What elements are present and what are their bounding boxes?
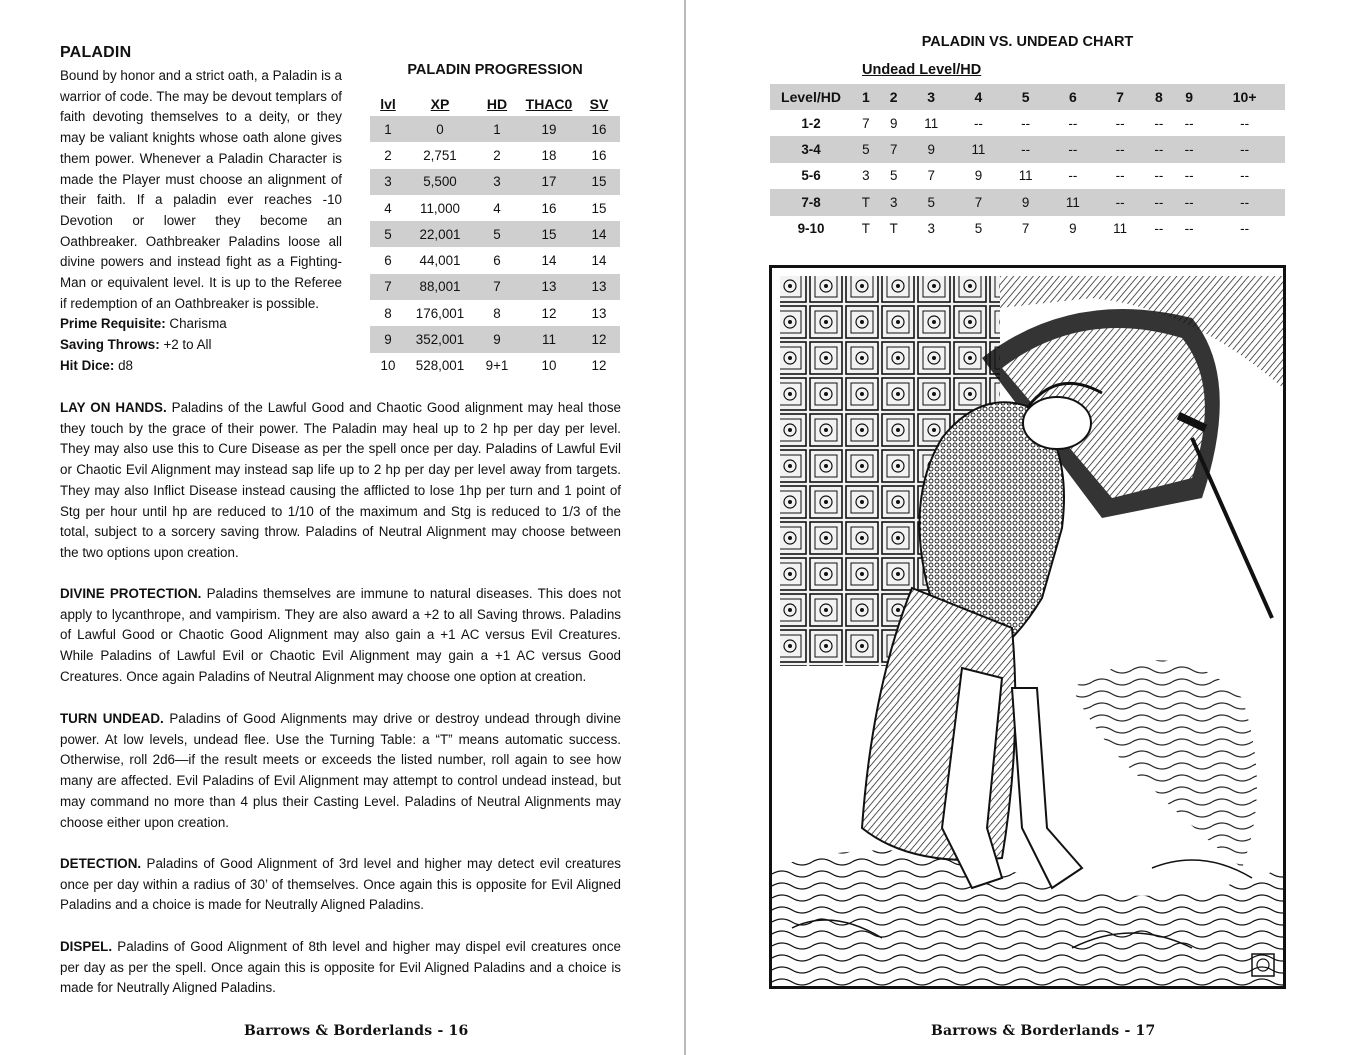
undead-value-cell: 9 xyxy=(908,136,955,162)
undead-value-cell: -- xyxy=(1096,189,1143,215)
undead-value-cell: 7 xyxy=(862,115,870,131)
class-title: PALADIN xyxy=(60,44,132,61)
progression-row xyxy=(370,221,620,247)
progression-cell: 9+1 xyxy=(485,358,509,374)
progression-row xyxy=(370,142,620,168)
undead-value-cell: -- xyxy=(1184,115,1194,131)
undead-value-cell: -- xyxy=(1096,136,1143,162)
progression-cell: 1 xyxy=(370,116,406,142)
undead-header-cell: 4 xyxy=(955,84,1002,110)
header-sv: SV xyxy=(589,96,609,112)
progression-cell: 4 xyxy=(384,200,392,216)
undead-value-cell: -- xyxy=(1204,189,1285,215)
undead-value-cell: 11 xyxy=(1018,168,1033,184)
undead-header-cell: 5 xyxy=(1002,84,1049,110)
undead-value-cell: 11 xyxy=(924,115,939,131)
undead-value-cell: -- xyxy=(1144,189,1174,215)
undead-value-cell: T xyxy=(861,221,870,237)
undead-header-cell: 10+ xyxy=(1204,84,1285,110)
progression-cell: 5 xyxy=(370,221,406,247)
progression-cell: 8 xyxy=(493,305,501,321)
undead-value-cell: 7 xyxy=(880,136,908,162)
intro-text: Bound by honor and a strict oath, a Paladin is a warrior of code. The may be devout templars of faith devoting themselves to a deity, or they may be valiant knights whose oath alone gives them power. Whenever a Paladin Character is made the Player must choose an alignment of their faith. If a paladin ever reaches -10 Devotion or lower they become an Oathbreaker. Oathbreaker Paladins loose all divine powers and instead fight as a Fighting-Man or equivalent level. It is up to the Referee if redemption of an Oathbreaker is possible. xyxy=(60,68,342,311)
progression-cell: 16 xyxy=(591,147,607,163)
undead-level-cell: 5-6 xyxy=(801,168,821,184)
undead-value-cell: -- xyxy=(1204,136,1285,162)
progression-cell: 17 xyxy=(520,169,578,195)
progression-cell: 14 xyxy=(591,253,607,269)
undead-value-cell: -- xyxy=(1240,221,1250,237)
progression-cell: 14 xyxy=(578,221,620,247)
undead-value-cell: 11 xyxy=(955,136,1002,162)
undead-value-cell: -- xyxy=(1144,136,1174,162)
undead-value-cell: -- xyxy=(1154,115,1164,131)
progression-row xyxy=(370,326,620,352)
undead-value-cell: -- xyxy=(1115,168,1125,184)
footer-left: Barrows & Borderlands - 16 xyxy=(244,1023,469,1039)
progression-row xyxy=(370,300,620,326)
progression-cell: 88,001 xyxy=(406,274,474,300)
progression-cell: 11 xyxy=(520,326,578,352)
progression-row xyxy=(370,116,620,142)
progression-cell: 18 xyxy=(541,147,557,163)
progression-cell: 2 xyxy=(384,147,392,163)
undead-value-cell: -- xyxy=(1174,136,1204,162)
progression-row xyxy=(370,247,620,273)
progression-cell: 3 xyxy=(370,169,406,195)
section-dispel: DISPEL. Paladins of Good Alignment of 8th level and higher may dispel evil creatures once per day as per the spell. Once again this is opposite for Evil Aligned Paladins and a choice is made for Neutrally Aligned Paladins. xyxy=(60,939,621,996)
progression-cell: 5,500 xyxy=(406,169,474,195)
undead-level-cell: 7-8 xyxy=(770,189,852,215)
undead-value-cell: 3 xyxy=(927,221,935,237)
progression-cell: 7 xyxy=(370,274,406,300)
undead-value-cell: 7 xyxy=(1021,221,1030,237)
intro-block xyxy=(60,66,342,377)
section-detection: DETECTION. Paladins of Good Alignment of 3rd level and higher may detect evil creatures once per day within a radius of 30’ of themselves. Once again this is opposite for Evil Aligned Paladins and a choice is made for Neutrally Aligned Paladins. xyxy=(60,856,621,913)
undead-value-cell: -- xyxy=(1154,221,1164,237)
footer-right: Barrows & Borderlands - 17 xyxy=(931,1023,1156,1039)
undead-value-cell: T xyxy=(889,221,898,237)
undead-header-cell: 2 xyxy=(880,84,908,110)
undead-value-cell: -- xyxy=(1184,168,1194,184)
section-turn-undead: TURN UNDEAD. Paladins of Good Alignments may drive or destroy undead through divine power. At low levels, undead flee. Use the Turning Table: a “T” means automatic success. Otherwise, roll 2d6—if the result meets or exceeds the listed number, roll again to see how many are affected. Evil Paladins of Evil Alignment may attempt to control undead instead, but may command no more than 4 plus their Casting Level. Paladins of Neutral Alignments may choose either upon creation. xyxy=(60,711,621,830)
progression-cell: 8 xyxy=(384,305,392,321)
progression-cell: 10 xyxy=(380,358,396,374)
progression-cell: 6 xyxy=(384,253,392,269)
progression-cell: 2 xyxy=(493,147,501,163)
progression-cell: 0 xyxy=(406,116,474,142)
undead-value-cell: 9 xyxy=(1069,221,1077,237)
undead-value-cell: -- xyxy=(1002,136,1049,162)
undead-value-cell: -- xyxy=(1240,168,1250,184)
progression-cell: 22,001 xyxy=(406,221,474,247)
progression-cell: 2,751 xyxy=(423,147,457,163)
undead-value-cell: 9 xyxy=(889,115,898,131)
undead-level-cell: 1-2 xyxy=(801,115,821,131)
progression-row xyxy=(370,353,620,379)
progression-cell: 13 xyxy=(578,274,620,300)
progression-cell: 11,000 xyxy=(420,200,460,216)
undead-value-cell: -- xyxy=(1068,115,1078,131)
undead-row xyxy=(770,189,1285,215)
progression-cell: 9 xyxy=(370,326,406,352)
undead-chart-subtitle: Undead Level/HD xyxy=(862,62,982,78)
progression-cell: 176,001 xyxy=(415,305,465,321)
knight-artwork xyxy=(772,268,1283,986)
progression-cell: 9 xyxy=(474,326,520,352)
undead-row xyxy=(770,216,1285,242)
undead-value-cell: 5 xyxy=(852,136,880,162)
left-page xyxy=(0,0,684,1055)
undead-value-cell: -- xyxy=(1154,168,1164,184)
stat-saving-throws: Saving Throws: +2 to All xyxy=(60,337,212,353)
progression-cell: 6 xyxy=(493,253,501,269)
undead-value-cell: 5 xyxy=(889,168,898,184)
progression-cell: 7 xyxy=(474,274,520,300)
stat-prime-requisite: Prime Requisite: Charisma xyxy=(60,316,227,332)
undead-header-cell: Level/HD xyxy=(770,84,852,110)
progression-cell: 352,001 xyxy=(406,326,474,352)
progression-cell: 15 xyxy=(591,200,607,216)
undead-value-cell: -- xyxy=(1184,221,1194,237)
undead-value-cell: 3 xyxy=(880,189,908,215)
undead-header-row xyxy=(770,84,1285,110)
progression-cell: 10 xyxy=(541,358,557,374)
progression-cell: 5 xyxy=(474,221,520,247)
progression-cell: 16 xyxy=(541,200,557,216)
undead-value-cell: 7 xyxy=(927,168,935,184)
undead-value-cell: 3 xyxy=(862,168,870,184)
progression-cell: 13 xyxy=(591,305,607,321)
undead-value-cell: 11 xyxy=(1113,221,1128,237)
undead-value-cell: -- xyxy=(1115,115,1125,131)
undead-value-cell: -- xyxy=(1174,189,1204,215)
undead-header-cell: 1 xyxy=(852,84,880,110)
stat-hit-dice: Hit Dice: d8 xyxy=(60,357,133,373)
undead-value-cell: -- xyxy=(973,115,983,131)
progression-row xyxy=(370,169,620,195)
undead-value-cell: 11 xyxy=(1049,189,1096,215)
undead-value-cell: -- xyxy=(1049,136,1096,162)
section-lay-on-hands: LAY ON HANDS. Paladins of the Lawful Good and Chaotic Good alignment may heal those they touch by the grace of their power. The Paladin may heal up to 2 hp per day per level. They may also use this to Cure Disease as per the spell once per day. Paladins of Lawful Evil or Chaotic Evil Alignment may instead sap life up to 2 hp per day per level away from targets. They may also Inflict Disease instead causing the afflicted to lose 1hp per turn and 1 point of Stg per hour until hp are reduced to 1/10 of the maximum and Stg is reduced to 1/3 of the total, subject to a sorcery saving throw. Paladins of Neutral Alignment may choose between the two options upon creation. xyxy=(60,400,621,560)
undead-row xyxy=(770,110,1285,136)
progression-row xyxy=(370,195,620,221)
undead-chart-title: PALADIN VS. UNDEAD CHART xyxy=(921,34,1134,50)
progression-header-row xyxy=(370,92,620,116)
progression-cell: 16 xyxy=(578,116,620,142)
undead-header-cell: 7 xyxy=(1096,84,1143,110)
undead-value-cell: 9 xyxy=(974,168,983,184)
undead-value-cell: -- xyxy=(1021,115,1031,131)
progression-cell: 13 xyxy=(520,274,578,300)
progression-cell: 19 xyxy=(520,116,578,142)
progression-cell: 15 xyxy=(578,169,620,195)
undead-value-cell: -- xyxy=(1240,115,1250,131)
undead-level-cell: 3-4 xyxy=(770,136,852,162)
progression-cell: 1 xyxy=(474,116,520,142)
undead-header-cell: 8 xyxy=(1144,84,1174,110)
undead-header-cell: 6 xyxy=(1049,84,1096,110)
progression-title: PALADIN PROGRESSION xyxy=(407,62,583,78)
undead-value-cell: 7 xyxy=(955,189,1002,215)
undead-value-cell: T xyxy=(852,189,880,215)
progression-cell: 12 xyxy=(578,326,620,352)
progression-row xyxy=(370,274,620,300)
section-divine-protection: DIVINE PROTECTION. Paladins themselves are immune to natural diseases. This does not apply to lycanthrope, and vampirism. They are also award a +2 to all Saving throws. Paladins of Lawful Good or Chaotic Good Alignment may also gain a +1 AC versus Evil Creatures. While Paladins of Lawful Evil or Chaotic Evil Alignment may gain a +1 AC versus Good Creatures. Once again Paladins of Neutral Alignment may choose one option at creation. xyxy=(60,586,621,684)
header-xp: XP xyxy=(430,96,450,112)
progression-cell: 4 xyxy=(493,200,501,216)
progression-cell: 12 xyxy=(591,358,607,374)
undead-value-cell: 9 xyxy=(1002,189,1049,215)
header-hd: HD xyxy=(486,96,508,112)
paladin-illustration xyxy=(769,265,1286,989)
header-thac0: THAC0 xyxy=(525,96,573,112)
undead-row xyxy=(770,136,1285,162)
progression-cell: 15 xyxy=(520,221,578,247)
undead-value-cell: 5 xyxy=(908,189,955,215)
undead-header-cell: 3 xyxy=(908,84,955,110)
undead-header-cell: 9 xyxy=(1174,84,1204,110)
undead-value-cell: -- xyxy=(1068,168,1078,184)
undead-row xyxy=(770,163,1285,189)
progression-cell: 528,001 xyxy=(415,358,465,374)
progression-table xyxy=(370,92,620,379)
progression-cell: 14 xyxy=(541,253,557,269)
undead-table xyxy=(770,84,1285,242)
header-lvl: lvl xyxy=(380,96,396,112)
progression-cell: 12 xyxy=(541,305,557,321)
undead-level-cell: 9-10 xyxy=(797,221,825,237)
progression-cell: 3 xyxy=(474,169,520,195)
progression-cell: 44,001 xyxy=(419,253,461,269)
undead-value-cell: 5 xyxy=(974,221,983,237)
